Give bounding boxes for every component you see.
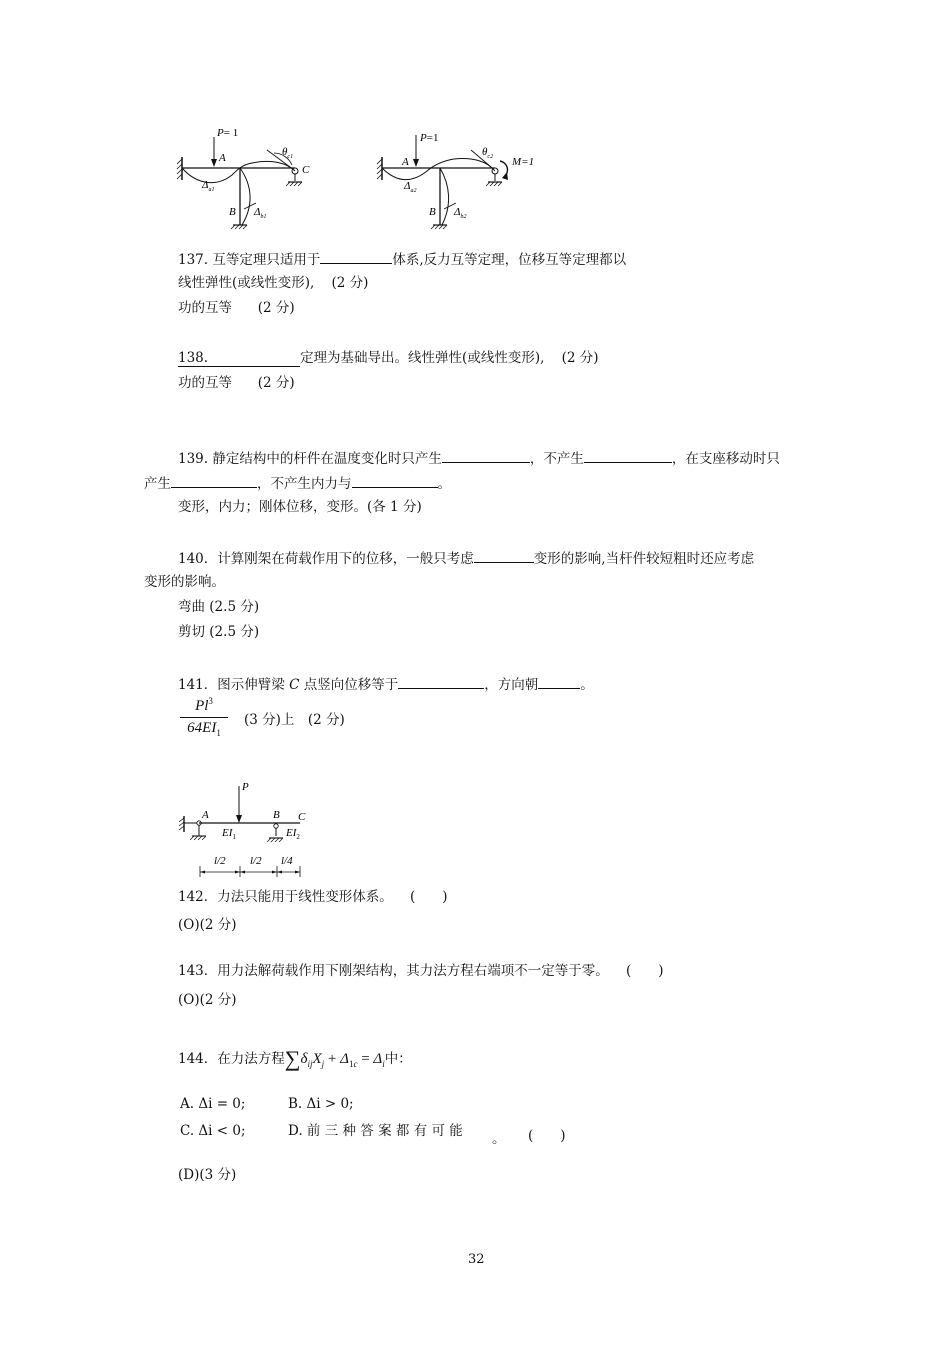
q144-option-d-end: 。 xyxy=(492,1131,506,1147)
q138-question: 138. 定理为基础导出。线性弹性(或线性变形), (2 分) xyxy=(178,350,599,366)
fig3-ei1-label: $EI_1$ xyxy=(222,827,236,841)
q143-answer: (O)(2 分) xyxy=(178,992,237,1008)
fig2-b-label: B xyxy=(429,206,436,218)
fig1-c-label: C xyxy=(302,164,310,176)
fig3-c-label: C xyxy=(298,811,306,823)
q140-answer-1: 弯曲 (2.5 分) xyxy=(178,599,260,615)
fig2-theta-label: $\theta_{c2}$ xyxy=(482,146,494,160)
q137-question: 137. 互等定理只适用于 体系,反力互等定理，位移互等定理都以 xyxy=(178,249,626,269)
q143-question: 143．用力法解荷载作用下刚架结构，其力法方程右端项不一定等于零。 ( ) xyxy=(178,963,664,979)
page-number: 32 xyxy=(468,1252,485,1267)
q142-answer: (O)(2 分) xyxy=(178,917,237,933)
q139-question-line1: 139. 静定结构中的杆件在温度变化时只产生 ，不产生 ，在支座移动时只 xyxy=(178,448,780,468)
q144-option-b: B. Δi > 0; xyxy=(288,1096,354,1112)
fig3-b-label: B xyxy=(273,809,280,821)
q138-answer: 功的互等 (2 分) xyxy=(178,375,295,391)
figure-frame-1 xyxy=(172,125,322,235)
q144-answer: (D)(3 分) xyxy=(178,1167,237,1183)
q144-option-c: C. Δi < 0; xyxy=(180,1123,246,1139)
fig3-dim3-label: l/4 xyxy=(281,855,293,867)
q142-question: 142．力法只能用于线性变形体系。 ( ) xyxy=(178,889,448,905)
q140-question-line2: 变形的影响。 xyxy=(144,574,225,590)
fig3-a-label: A xyxy=(202,809,209,821)
figure-beam xyxy=(172,778,322,878)
fig3-dim2-label: l/2 xyxy=(250,855,262,867)
q140-question-line1: 140．计算刚架在荷载作用下的位移，一般只考虑 变形的影响,当杆件较短粗时还应考虑 xyxy=(178,548,754,568)
fig2-delta-b-label: $\Delta_{b2}$ xyxy=(454,206,467,220)
fig2-a-label: A xyxy=(402,156,409,168)
force-method-equation: $\sum\delta_{ij}X_j + \Delta_{1c} = \Delta_i$ xyxy=(284,1046,385,1071)
fig3-ei2-label: $EI_2$ xyxy=(286,827,300,841)
fig1-p-label: P= 1 xyxy=(217,127,239,139)
fig2-delta-a-label: $\Delta_{a2}$ xyxy=(404,180,417,194)
q137-answer-1: 线性弹性(或线性变形), (2 分) xyxy=(178,275,369,291)
q144-option-a: A. Δi = 0; xyxy=(180,1096,246,1112)
q141-answer-score: (3 分)上 (2 分) xyxy=(244,712,345,728)
fig3-p-label: P xyxy=(242,781,249,793)
fig1-delta-a-label: $\Delta_{a1}$ xyxy=(202,179,215,193)
fig1-a-label: A xyxy=(219,152,226,164)
fig2-m-label: M=1 xyxy=(512,156,535,168)
q144-question: 144．在力法方程$\sum\delta_{ij}X_j + \Delta_{1c} = \Delta_i$中： xyxy=(178,1046,412,1071)
q137-answer-2: 功的互等 (2 分) xyxy=(178,300,295,316)
q144-option-d: D. 前 三 种 答 案 都 有 可 能 xyxy=(288,1123,463,1139)
fig1-delta-b-label: $\Delta_{b1}$ xyxy=(254,206,267,220)
fig1-theta-label: $\theta_{c1}$ xyxy=(282,146,294,160)
fig3-dim1-label: l/2 xyxy=(214,855,226,867)
q141-answer-fraction: Pl$^3$ $64EI_1$ xyxy=(180,696,228,738)
q140-answer-2: 剪切 (2.5 分) xyxy=(178,624,260,640)
q139-answer: 变形，内力；刚体位移，变形。(各 1 分) xyxy=(178,499,422,515)
figure-frame-2 xyxy=(372,125,552,235)
q139-question-line2: 产生 ，不产生内力与 。 xyxy=(144,473,451,493)
q144-paren: ( ) xyxy=(528,1128,566,1144)
fig2-p-label: P=1 xyxy=(420,132,439,144)
q141-question: 141．图示伸臂梁 C 点竖向位移等于 ，方向朝 。 xyxy=(178,674,594,694)
fig1-b-label: B xyxy=(229,206,236,218)
